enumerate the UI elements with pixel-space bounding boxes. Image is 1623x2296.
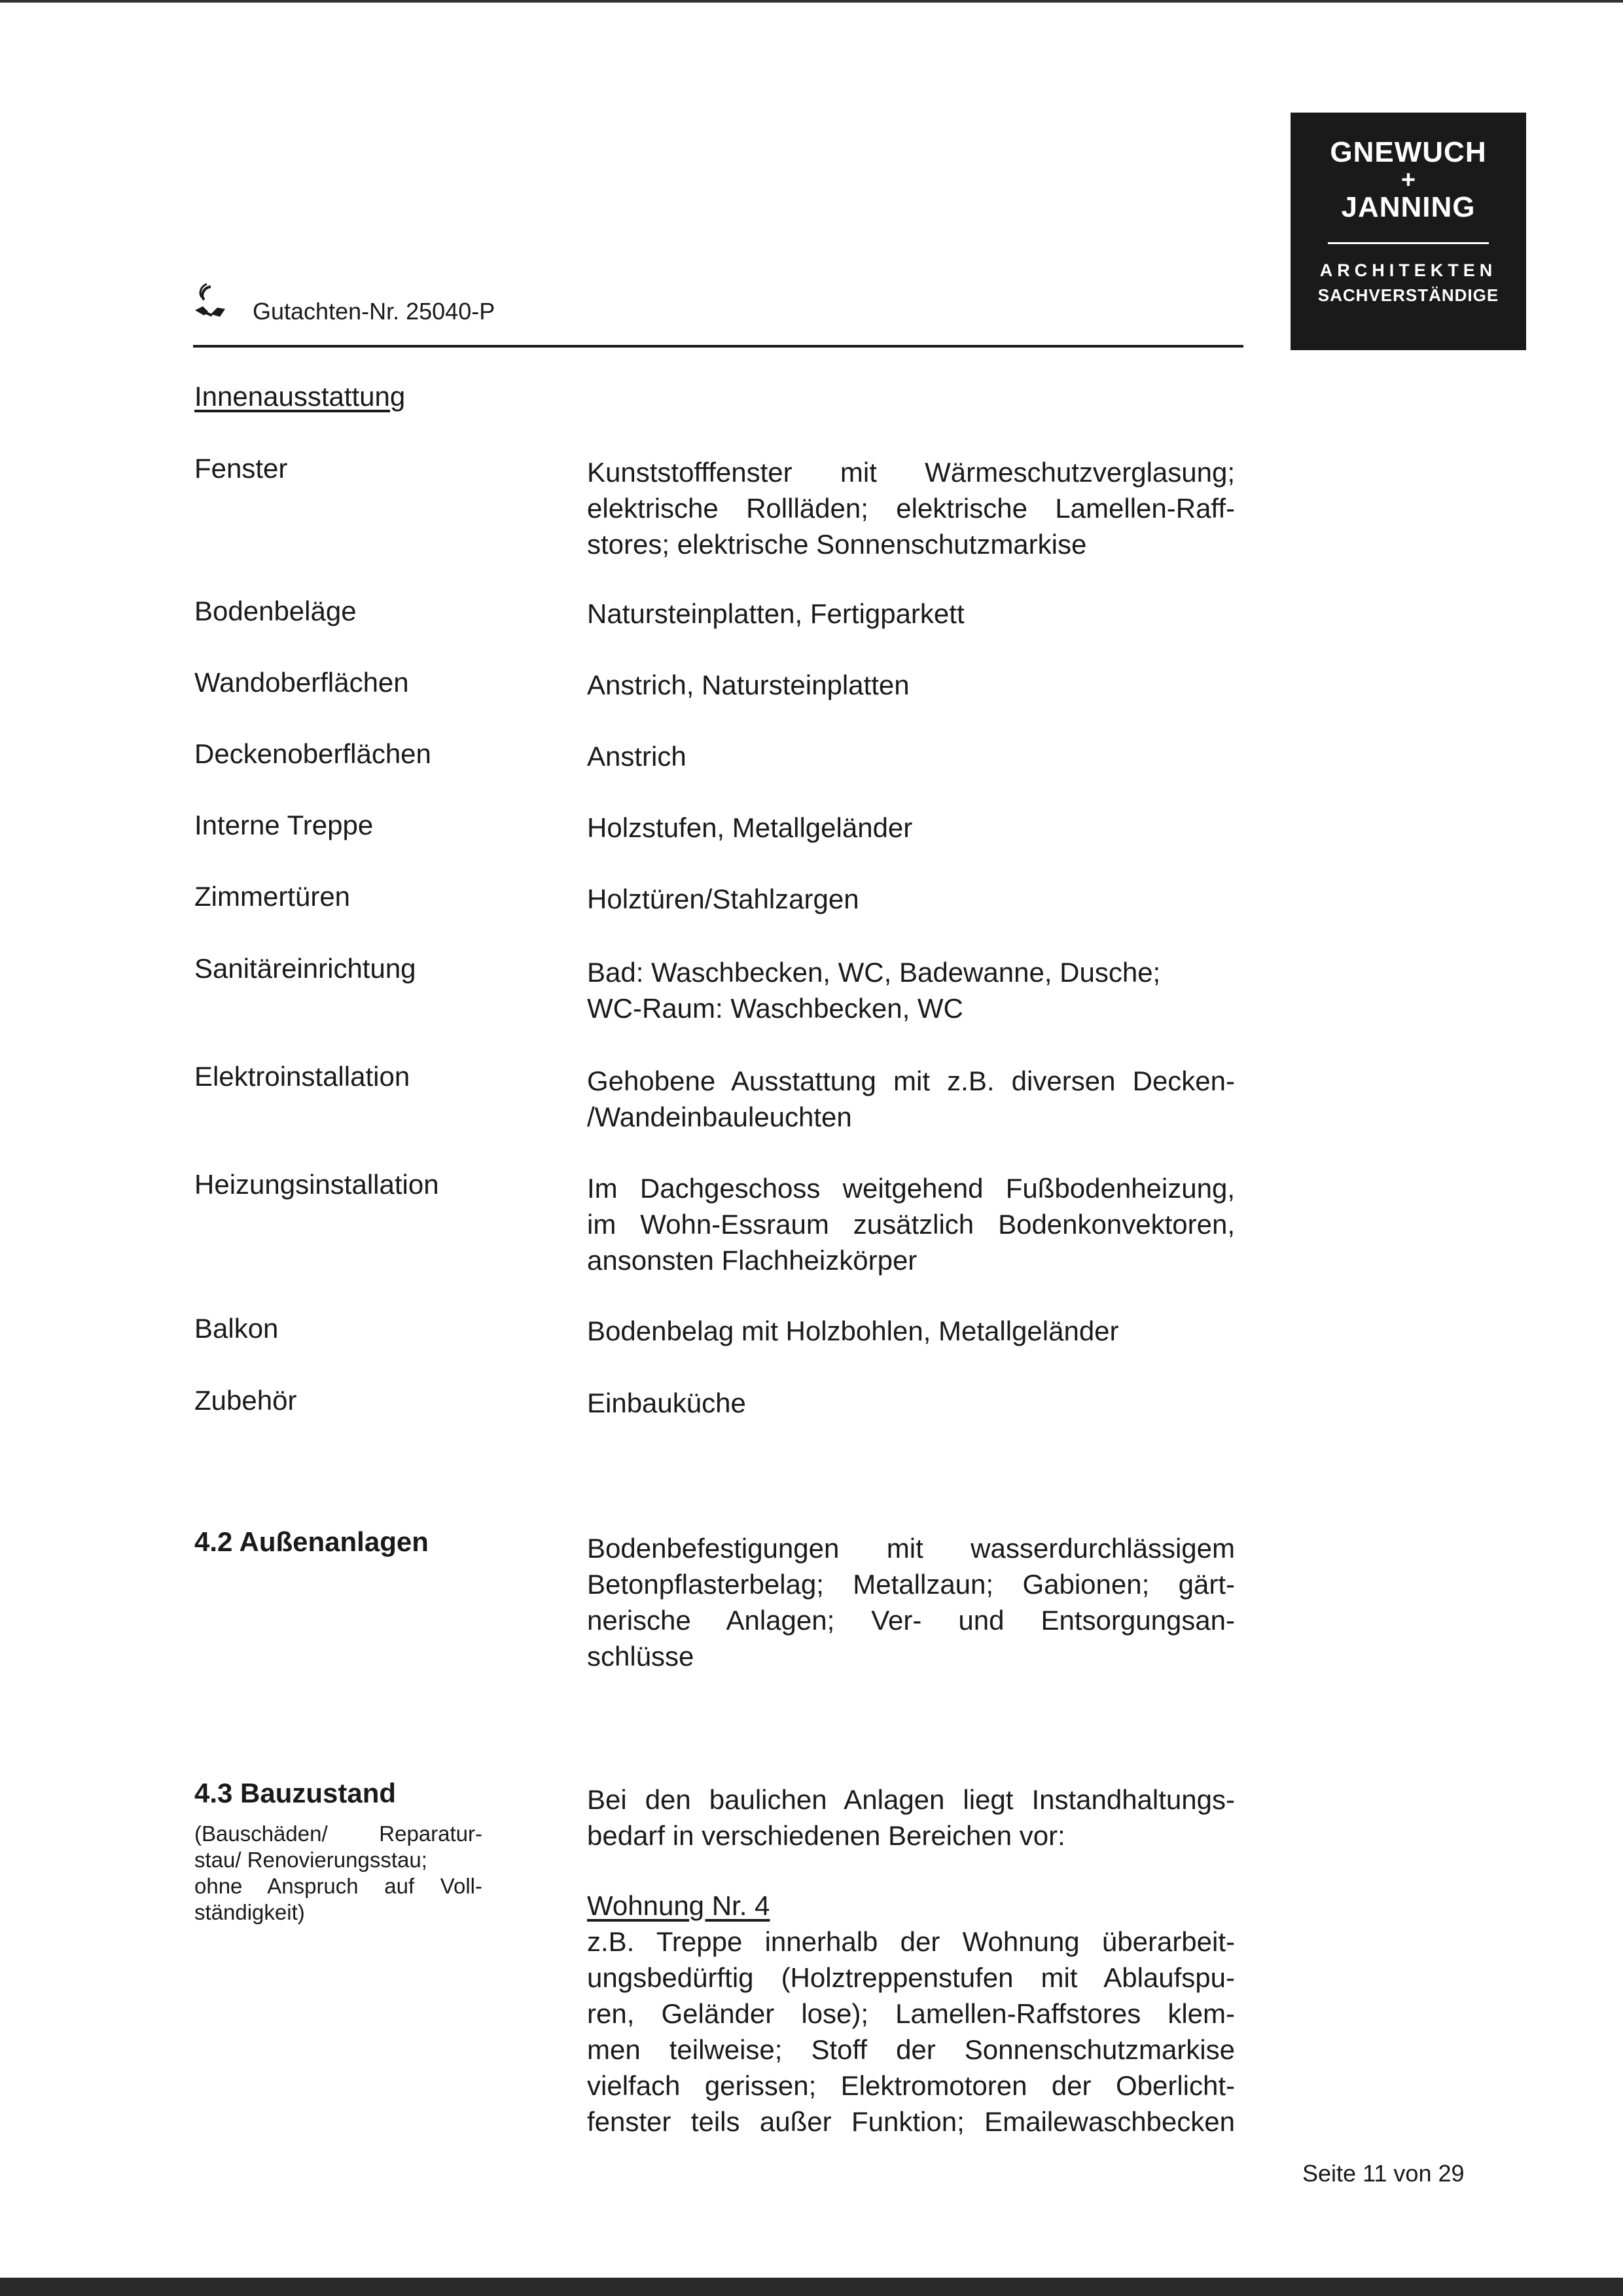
value-line: Betonpflasterbelag; Metallzaun; Gabionen; gärt- — [587, 1569, 1235, 1600]
value-line: Bei den baulichen Anlagen liegt Instandhaltungs- — [587, 1784, 1235, 1815]
value-line: im Wohn-Essraum zusätzlich Bodenkonvektoren, — [587, 1209, 1235, 1240]
bauzustand-intro — [587, 1782, 1235, 1854]
row-label-interne-treppe: Interne Treppe — [194, 810, 374, 840]
bauzustand-note — [194, 1821, 482, 1926]
row-value-elektroinstallation — [587, 1063, 1235, 1135]
value-line: /Wandeinbauleuchten — [587, 1102, 852, 1132]
heading-aussenanlagen: 4.2 Außenanlagen — [194, 1526, 429, 1557]
row-label-deckenoberflaechen: Deckenoberflächen — [194, 738, 431, 769]
heading-bauzustand: 4.3 Bauzustand — [194, 1778, 397, 1808]
report-number: Gutachten-Nr. 25040-P — [253, 298, 495, 325]
row-label-heizungsinstallation: Heizungsinstallation — [194, 1169, 439, 1200]
header-rule — [193, 345, 1243, 348]
row-value-interne-treppe: Holzstufen, Metallgeländer — [587, 812, 913, 843]
value-line: men teilweise; Stoff der Sonnenschutzmarkise — [587, 2034, 1235, 2065]
value-line: elektrische Rollläden; elektrische Lamellen-Raff- — [587, 493, 1235, 524]
logo-line-3: ARCHITEKTEN — [1319, 260, 1497, 280]
subheading-wohnung: Wohnung Nr. 4 — [587, 1890, 770, 1921]
page-number: Seite 11 von 29 — [1302, 2160, 1465, 2187]
value-line: stores; elektrische Sonnenschutzmarkise — [587, 529, 1087, 560]
row-label-sanitaereinrichtung: Sanitäreinrichtung — [194, 953, 416, 984]
row-value-fenster — [587, 454, 1235, 562]
value-line: Gehobene Ausstattung mit z.B. diversen Decken- — [587, 1066, 1235, 1096]
value-line: Bad: Waschbecken, WC, Badewanne, Dusche; — [587, 957, 1161, 988]
row-label-balkon: Balkon — [194, 1313, 279, 1344]
value-line: vielfach gerissen; Elektromotoren der Oberlicht- — [587, 2070, 1235, 2101]
value-line: nerische Anlagen; Ver- und Entsorgungsan- — [587, 1605, 1235, 1636]
row-label-bodenbelaege: Bodenbeläge — [194, 596, 357, 626]
scan-edge-bottom — [0, 2278, 1623, 2296]
logo-line-2: JANNING — [1341, 191, 1476, 223]
value-line: fenster teils außer Funktion; Emailewaschbecken — [587, 2106, 1235, 2137]
handshake-icon — [191, 281, 230, 327]
row-value-balkon: Bodenbelag mit Holzbohlen, Metallgeländer — [587, 1316, 1119, 1346]
value-line: ren, Geländer lose); Lamellen-Raffstores klem- — [587, 1998, 1235, 2029]
scan-edge-top — [0, 0, 1623, 3]
note-line: ständigkeit) — [194, 1900, 305, 1924]
logo-plus: + — [1400, 166, 1416, 194]
company-logo — [1291, 113, 1526, 350]
row-value-deckenoberflaechen: Anstrich — [587, 741, 687, 772]
value-line: bedarf in verschiedenen Bereichen vor: — [587, 1820, 1065, 1851]
value-line: z.B. Treppe innerhalb der Wohnung überarbeit- — [587, 1926, 1235, 1957]
row-value-bodenbelaege: Natursteinplatten, Fertigparkett — [587, 598, 965, 629]
value-line: ansonsten Flachheizkörper — [587, 1245, 918, 1276]
row-value-zimmertueren: Holztüren/Stahlzargen — [587, 884, 859, 914]
value-line: Bodenbefestigungen mit wasserdurchlässigem — [587, 1533, 1235, 1564]
bauzustand-details — [587, 1924, 1235, 2140]
row-value-zubehoer: Einbauküche — [587, 1388, 746, 1418]
logo-divider — [1328, 242, 1489, 244]
row-value-wandoberflaechen: Anstrich, Natursteinplatten — [587, 670, 910, 700]
row-value-heizungsinstallation — [587, 1170, 1235, 1278]
note-line: ohne Anspruch auf Voll- — [194, 1874, 482, 1898]
value-line: Im Dachgeschoss weitgehend Fußbodenheizung, — [587, 1173, 1235, 1204]
value-line: schlüsse — [587, 1641, 694, 1672]
note-line: (Bauschäden/ Reparatur- — [194, 1821, 482, 1846]
value-line: WC-Raum: Waschbecken, WC — [587, 993, 963, 1024]
row-label-zubehoer: Zubehör — [194, 1385, 297, 1416]
aussenanlagen-text — [587, 1530, 1235, 1674]
row-label-wandoberflaechen: Wandoberflächen — [194, 667, 409, 698]
row-value-sanitaereinrichtung — [587, 954, 1160, 1026]
value-line: Kunststofffenster mit Wärmeschutzverglasung; — [587, 457, 1235, 488]
note-line: stau/ Renovierungsstau; — [194, 1848, 427, 1872]
section-heading-innenausstattung: Innenausstattung — [194, 381, 406, 412]
logo-line-1: GNEWUCH — [1330, 136, 1487, 168]
value-line: ungsbedürftig (Holztreppenstufen mit Ablaufspu- — [587, 1962, 1235, 1993]
row-label-elektroinstallation: Elektroinstallation — [194, 1061, 410, 1092]
row-label-fenster: Fenster — [194, 453, 288, 484]
row-label-zimmertueren: Zimmertüren — [194, 881, 351, 912]
logo-line-4: SACHVERSTÄNDIGE — [1317, 285, 1499, 305]
